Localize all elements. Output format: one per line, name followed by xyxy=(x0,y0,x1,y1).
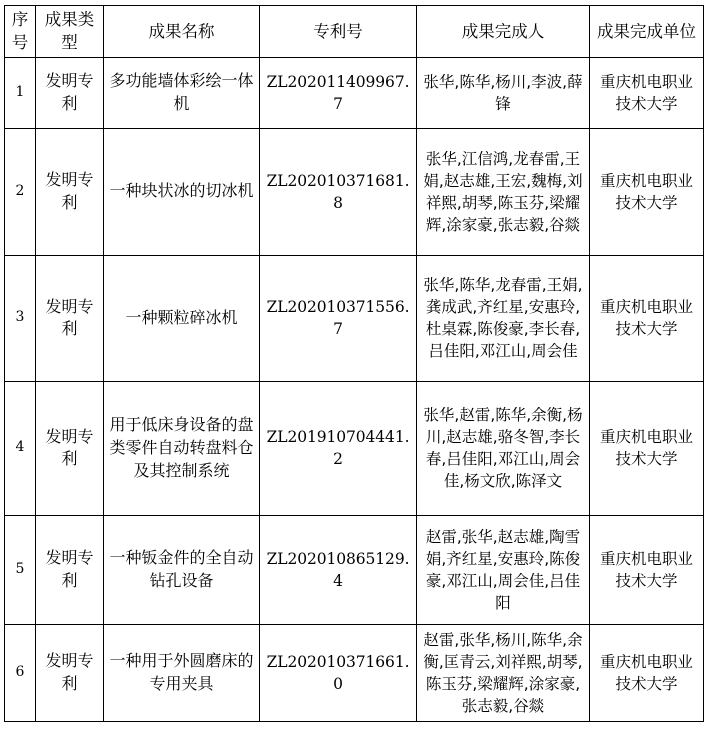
cell-seq: 5 xyxy=(5,515,36,624)
table-row xyxy=(5,515,704,624)
cell-seq: 2 xyxy=(5,128,36,255)
cell-patent: ZL202011409967.7 xyxy=(260,57,417,128)
cell-unit: 重庆机电职业技术大学 xyxy=(590,128,704,255)
header-row xyxy=(5,6,704,58)
table-header xyxy=(5,6,704,58)
cell-patent: ZL202010371556.7 xyxy=(260,255,417,381)
table-row xyxy=(5,381,704,515)
cell-name: 一种块状冰的切冰机 xyxy=(104,128,260,255)
column-header-name: 成果名称 xyxy=(104,6,260,58)
cell-name: 多功能墙体彩绘一体机 xyxy=(104,57,260,128)
cell-seq: 4 xyxy=(5,381,36,515)
cell-people: 赵雷,张华,赵志雄,陶雪娟,齐红星,安惠玲,陈俊豪,邓江山,周会佳,吕佳阳 xyxy=(417,515,590,624)
cell-unit: 重庆机电职业技术大学 xyxy=(590,515,704,624)
cell-people: 张华,陈华,杨川,李波,薛锋 xyxy=(417,57,590,128)
column-header-patent: 专利号 xyxy=(260,6,417,58)
cell-people: 张华,赵雷,陈华,余衡,杨川,赵志雄,骆冬智,李长春,吕佳阳,邓江山,周会佳,杨文欣,陈泽文 xyxy=(417,381,590,515)
column-header-seq: 序号 xyxy=(5,6,36,58)
column-header-type: 成果类型 xyxy=(36,6,104,58)
column-header-unit: 成果完成单位 xyxy=(590,6,704,58)
cell-unit: 重庆机电职业技术大学 xyxy=(590,255,704,381)
cell-type: 发明专利 xyxy=(36,515,104,624)
cell-type: 发明专利 xyxy=(36,624,104,721)
cell-seq: 1 xyxy=(5,57,36,128)
table-body xyxy=(5,57,704,721)
cell-unit: 重庆机电职业技术大学 xyxy=(590,624,704,721)
table-row xyxy=(5,255,704,381)
cell-people: 张华,江信鸿,龙春雷,王娟,赵志雄,王宏,魏梅,刘祥熙,胡琴,陈玉芬,梁耀辉,涂家豪,张志毅,谷燚 xyxy=(417,128,590,255)
cell-type: 发明专利 xyxy=(36,381,104,515)
cell-type: 发明专利 xyxy=(36,255,104,381)
cell-seq: 3 xyxy=(5,255,36,381)
cell-type: 发明专利 xyxy=(36,128,104,255)
cell-name: 用于低床身设备的盘类零件自动转盘料仓及其控制系统 xyxy=(104,381,260,515)
cell-people: 张华,陈华,龙春雷,王娟,龚成武,齐红星,安惠玲,杜桌霖,陈俊豪,李长春,吕佳阳,邓江山,周会佳 xyxy=(417,255,590,381)
cell-patent: ZL202010865129.4 xyxy=(260,515,417,624)
cell-type: 发明专利 xyxy=(36,57,104,128)
cell-seq: 6 xyxy=(5,624,36,721)
cell-name: 一种钣金件的全自动钻孔设备 xyxy=(104,515,260,624)
cell-patent: ZL201910704441.2 xyxy=(260,381,417,515)
cell-people: 赵雷,张华,杨川,陈华,余衡,匡青云,刘祥熙,胡琴,陈玉芬,梁耀辉,涂家豪,张志毅,谷燚 xyxy=(417,624,590,721)
table-row xyxy=(5,57,704,128)
table-row xyxy=(5,624,704,721)
cell-name: 一种用于外圆磨床的专用夹具 xyxy=(104,624,260,721)
cell-name: 一种颗粒碎冰机 xyxy=(104,255,260,381)
table-row xyxy=(5,128,704,255)
cell-unit: 重庆机电职业技术大学 xyxy=(590,381,704,515)
cell-patent: ZL202010371661.0 xyxy=(260,624,417,721)
document-page xyxy=(0,5,711,738)
cell-patent: ZL202010371681.8 xyxy=(260,128,417,255)
column-header-people: 成果完成人 xyxy=(417,6,590,58)
cell-unit: 重庆机电职业技术大学 xyxy=(590,57,704,128)
patent-results-table xyxy=(4,5,704,722)
